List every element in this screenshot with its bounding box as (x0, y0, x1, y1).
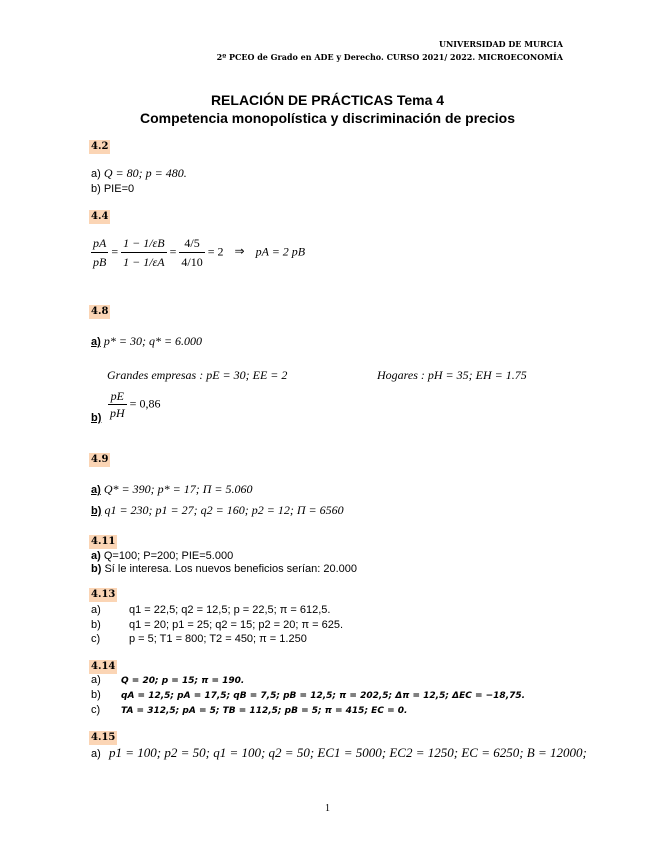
section-label-4-4: 4.4 (91, 211, 109, 222)
section-label-4-11: 4.11 (91, 536, 116, 547)
section-label-4-14: 4.14 (91, 661, 116, 672)
section-label-4-9: 4.9 (91, 454, 109, 465)
answer-text: Q=100; P=200; PIE=5.000 (100, 550, 234, 562)
hogares: Hogares : pH = 35; EH = 1.75 (377, 368, 527, 382)
page-subtitle: Competencia monopolística y discriminación de precios (140, 110, 515, 126)
implies-arrow: ⇒ (234, 244, 245, 259)
answer-text: Sí le interesa. Los nuevos beneficios serían: 20.000 (101, 563, 357, 575)
answer-4-14-b: b) qA = 12,5; pA = 17,5; qB = 7,5; pB = 12,5; π = 202,5; Δπ = 12,5; ΔEC = −18,75. (91, 689, 526, 701)
answer-4-15-a (91, 746, 587, 761)
answer-4-9-a (91, 482, 252, 497)
section-label-4-15: 4.15 (91, 732, 116, 743)
page-title: RELACIÓN DE PRÁCTICAS Tema 4 (210, 92, 445, 108)
answer-4-9-b (91, 503, 344, 518)
result-value: = 2 (207, 244, 224, 259)
fraction-values: $\frac{4/5}{4/10}$ (181, 236, 203, 269)
answer-4-11-b (91, 562, 357, 576)
answer-4-2-a (91, 166, 187, 181)
equation-4-4: $\frac{pA}{pB}$ = $\frac{1 - 1/\varepsilon B}{1 - 1/\varepsilon A}$ = $\frac{4/5}{4/10}$ = 2 ⇒ pA = 2 pB (93, 236, 306, 269)
fraction-prices: $\frac{pA}{pB}$ (93, 236, 107, 269)
marker-b: b) (91, 505, 102, 517)
ratio-value: = 0,86 (129, 396, 161, 411)
marker-a: a) (91, 336, 101, 348)
answer-4-14-c: c) TA = 312,5; pA = 5; TB = 112,5; pB = 5; π = 415; EC = 0. (91, 704, 408, 716)
section-label-4-8: 4.8 (91, 306, 109, 317)
marker-a: a) (91, 168, 101, 180)
answer-text: q1 = 230; p1 = 27; q2 = 160; p2 = 12; Π = 6560 (104, 503, 344, 517)
ratio-4-8: $\frac{pE}{pH}$ = 0,86 (110, 389, 161, 420)
grandes-empresas: Grandes empresas : pE = 30; EE = 2 (107, 368, 288, 382)
answer-4-8-b: b) (91, 412, 102, 424)
answer-text: p* = 30; q* = 6.000 (103, 334, 203, 348)
answer-4-13-a: a) q1 = 22,5; q2 = 12,5; p = 22,5; π = 612,5. (91, 604, 331, 616)
answer-4-14-a: a) Q = 20; p = 15; π = 190. (91, 674, 245, 686)
answer-text: Q = 80; p = 480. (103, 166, 187, 180)
page-number: 1 (325, 803, 330, 814)
marker-b: b) (91, 563, 102, 575)
marker-a: a) (91, 748, 101, 760)
marker-a: a) (91, 550, 101, 562)
answer-4-13-c: c) p = 5; T1 = 800; T2 = 450; π = 1.250 (91, 633, 307, 645)
header-course: 2º PCEO de Grado en ADE y Derecho. CURSO 2021/ 2022. MICROECONOMÍA (216, 52, 563, 62)
section-label-4-2: 4.2 (91, 141, 109, 152)
marker-a: a) (91, 484, 101, 496)
conclusion: pA = 2 pB (255, 244, 306, 259)
section-label-4-13: 4.13 (91, 589, 116, 600)
header-university: UNIVERSIDAD DE MURCIA (439, 39, 563, 49)
answer-4-8-a (91, 334, 202, 349)
answer-4-11-a (91, 549, 233, 563)
answer-text: Q* = 390; p* = 17; Π = 5.060 (103, 482, 253, 496)
answer-4-13-b: b) q1 = 20; p1 = 25; q2 = 15; p2 = 20; π = 625. (91, 619, 344, 631)
answer-text: p1 = 100; p2 = 50; q1 = 100; q2 = 50; EC1 = 5000; EC2 = 1250; EC = 6250; B = 12000; (109, 745, 587, 760)
answer-4-2-b: b) PIE=0 (91, 183, 135, 195)
fraction-elasticities: $\frac{1 - 1/\varepsilon B}{1 - 1/\varepsilon A}$ (123, 236, 165, 269)
